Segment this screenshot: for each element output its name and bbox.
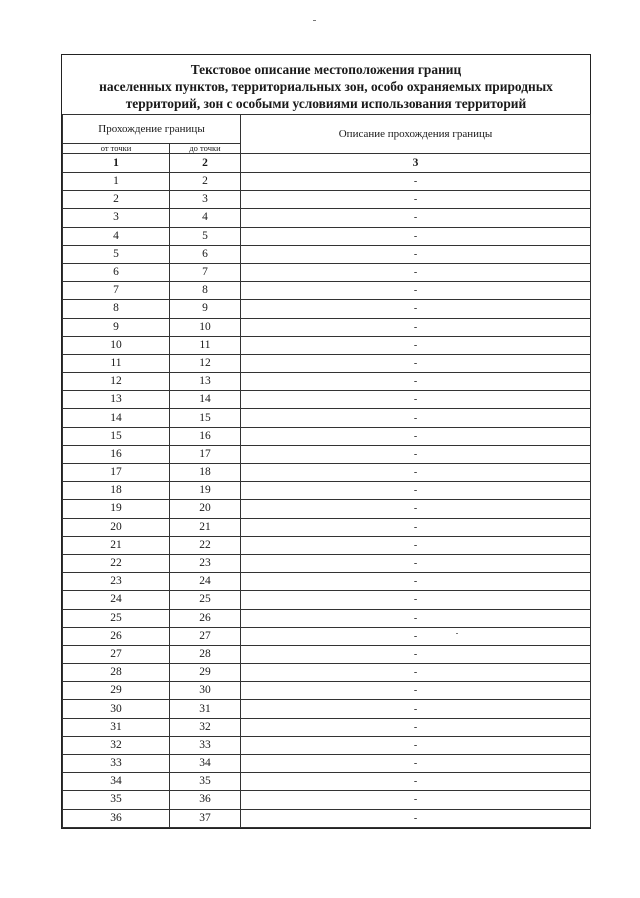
cell-description: - — [241, 445, 591, 463]
cell-from-point: 3 — [63, 209, 170, 227]
title-line: территорий, зон с особыми условиями использования территорий — [125, 96, 527, 111]
table-row — [63, 282, 591, 300]
table-row — [63, 227, 591, 245]
cell-description: - — [241, 645, 591, 663]
cell-to-point: 30 — [170, 682, 241, 700]
table-row — [63, 445, 591, 463]
table-row — [63, 427, 591, 445]
table-row — [63, 464, 591, 482]
table-row — [63, 500, 591, 518]
cell-to-point: 14 — [170, 391, 241, 409]
cell-from-point: 7 — [63, 282, 170, 300]
table-row — [63, 700, 591, 718]
cell-from-point: 13 — [63, 391, 170, 409]
cell-from-point: 18 — [63, 482, 170, 500]
cell-to-point: 34 — [170, 755, 241, 773]
table-row — [63, 736, 591, 754]
cell-to-point: 17 — [170, 445, 241, 463]
table-row — [63, 718, 591, 736]
cell-from-point: 30 — [63, 700, 170, 718]
cell-to-point: 31 — [170, 700, 241, 718]
cell-from-point: 17 — [63, 464, 170, 482]
table-row — [63, 591, 591, 609]
cell-from-point: 10 — [63, 336, 170, 354]
cell-to-point: 8 — [170, 282, 241, 300]
cell-description: - — [241, 682, 591, 700]
cell-to-point: 23 — [170, 554, 241, 572]
title-line: населенных пунктов, территориальных зон, особо охраняемых природных — [99, 79, 553, 94]
cell-description: - — [241, 464, 591, 482]
cell-from-point: 5 — [63, 245, 170, 263]
cell-to-point: 28 — [170, 645, 241, 663]
document-frame — [61, 54, 591, 829]
cell-from-point: 19 — [63, 500, 170, 518]
cell-from-point: 12 — [63, 373, 170, 391]
cell-description: - — [241, 700, 591, 718]
cell-from-point: 9 — [63, 318, 170, 336]
cell-to-point: 5 — [170, 227, 241, 245]
cell-description: - — [241, 191, 591, 209]
cell-to-point: 29 — [170, 664, 241, 682]
cell-from-point: 24 — [63, 591, 170, 609]
cell-to-point: 24 — [170, 573, 241, 591]
cell-description: - — [241, 755, 591, 773]
header-to-point: до точки — [170, 144, 241, 154]
table-row — [63, 536, 591, 554]
cell-description: - — [241, 518, 591, 536]
table-row — [63, 482, 591, 500]
cell-to-point: 35 — [170, 773, 241, 791]
table-row — [63, 755, 591, 773]
cell-from-point: 4 — [63, 227, 170, 245]
cell-from-point: 16 — [63, 445, 170, 463]
cell-from-point: 22 — [63, 554, 170, 572]
header-boundary-passage: Прохождение границы — [63, 115, 241, 144]
cell-from-point: 32 — [63, 736, 170, 754]
cell-from-point: 28 — [63, 664, 170, 682]
table-row — [63, 318, 591, 336]
table-row — [63, 682, 591, 700]
cell-from-point: 34 — [63, 773, 170, 791]
table-row — [63, 645, 591, 663]
cell-from-point: 20 — [63, 518, 170, 536]
header-description: Описание прохождения границы — [241, 115, 591, 154]
cell-to-point: 10 — [170, 318, 241, 336]
cell-from-point: 29 — [63, 682, 170, 700]
cell-description: - — [241, 245, 591, 263]
cell-description: - — [241, 227, 591, 245]
cell-to-point: 18 — [170, 464, 241, 482]
cell-from-point: 2 — [63, 191, 170, 209]
cell-description: - — [241, 573, 591, 591]
table-row — [63, 573, 591, 591]
cell-to-point: 33 — [170, 736, 241, 754]
column-number: 2 — [170, 154, 241, 173]
cell-to-point: 37 — [170, 809, 241, 827]
table-row — [63, 518, 591, 536]
cell-description: - — [241, 427, 591, 445]
cell-from-point: 31 — [63, 718, 170, 736]
cell-from-point: 35 — [63, 791, 170, 809]
cell-description: - — [241, 500, 591, 518]
table-row — [63, 245, 591, 263]
cell-to-point: 20 — [170, 500, 241, 518]
column-number: 1 — [63, 154, 170, 173]
cell-from-point: 25 — [63, 609, 170, 627]
cell-to-point: 36 — [170, 791, 241, 809]
cell-description: - — [241, 282, 591, 300]
cell-to-point: 26 — [170, 609, 241, 627]
table-row — [63, 791, 591, 809]
table-body — [63, 173, 591, 828]
cell-to-point: 15 — [170, 409, 241, 427]
column-number-row — [63, 154, 591, 173]
table-row — [63, 409, 591, 427]
document-title — [62, 61, 590, 112]
cell-description: - — [241, 318, 591, 336]
cell-description: - — [241, 263, 591, 281]
cell-to-point: 12 — [170, 354, 241, 372]
cell-description: - — [241, 718, 591, 736]
cell-from-point: 1 — [63, 173, 170, 191]
cell-description: - — [241, 536, 591, 554]
table-row — [63, 354, 591, 372]
cell-from-point: 33 — [63, 755, 170, 773]
cell-to-point: 4 — [170, 209, 241, 227]
cell-to-point: 25 — [170, 591, 241, 609]
table-row — [63, 336, 591, 354]
cell-description: - — [241, 773, 591, 791]
table-row — [63, 391, 591, 409]
cell-from-point: 15 — [63, 427, 170, 445]
cell-description: - — [241, 627, 591, 645]
cell-from-point: 27 — [63, 645, 170, 663]
cell-description: - — [241, 300, 591, 318]
cell-from-point: 8 — [63, 300, 170, 318]
table-row — [63, 627, 591, 645]
boundary-table — [62, 114, 591, 828]
column-number: 3 — [241, 154, 591, 173]
cell-description: - — [241, 173, 591, 191]
cell-from-point: 6 — [63, 263, 170, 281]
table-row — [63, 263, 591, 281]
cell-description: - — [241, 591, 591, 609]
scan-speck — [313, 20, 316, 21]
cell-to-point: 32 — [170, 718, 241, 736]
table-row — [63, 609, 591, 627]
cell-from-point: 11 — [63, 354, 170, 372]
cell-description: - — [241, 354, 591, 372]
cell-description: - — [241, 373, 591, 391]
cell-to-point: 21 — [170, 518, 241, 536]
cell-description: - — [241, 209, 591, 227]
table-row — [63, 173, 591, 191]
table-row — [63, 300, 591, 318]
cell-description: - — [241, 791, 591, 809]
cell-to-point: 9 — [170, 300, 241, 318]
table-row — [63, 809, 591, 827]
cell-description: - — [241, 736, 591, 754]
table-row — [63, 191, 591, 209]
table-row — [63, 209, 591, 227]
table-row — [63, 373, 591, 391]
cell-to-point: 11 — [170, 336, 241, 354]
cell-to-point: 22 — [170, 536, 241, 554]
cell-description: - — [241, 664, 591, 682]
cell-from-point: 36 — [63, 809, 170, 827]
cell-description: - — [241, 409, 591, 427]
title-line: Текстовое описание местоположения границ — [190, 62, 462, 77]
cell-from-point: 26 — [63, 627, 170, 645]
cell-to-point: 3 — [170, 191, 241, 209]
cell-from-point: 23 — [63, 573, 170, 591]
cell-to-point: 19 — [170, 482, 241, 500]
cell-from-point: 21 — [63, 536, 170, 554]
cell-to-point: 6 — [170, 245, 241, 263]
cell-to-point: 27 — [170, 627, 241, 645]
cell-to-point: 16 — [170, 427, 241, 445]
cell-description: - — [241, 809, 591, 827]
header-from-point: от точки — [63, 144, 170, 154]
cell-description: - — [241, 554, 591, 572]
cell-description: - — [241, 336, 591, 354]
cell-description: - — [241, 391, 591, 409]
table-row — [63, 664, 591, 682]
cell-to-point: 7 — [170, 263, 241, 281]
cell-from-point: 14 — [63, 409, 170, 427]
cell-to-point: 2 — [170, 173, 241, 191]
table-row — [63, 773, 591, 791]
cell-to-point: 13 — [170, 373, 241, 391]
cell-description: - — [241, 482, 591, 500]
table-row — [63, 554, 591, 572]
cell-description: - — [241, 609, 591, 627]
header-row — [63, 115, 591, 144]
